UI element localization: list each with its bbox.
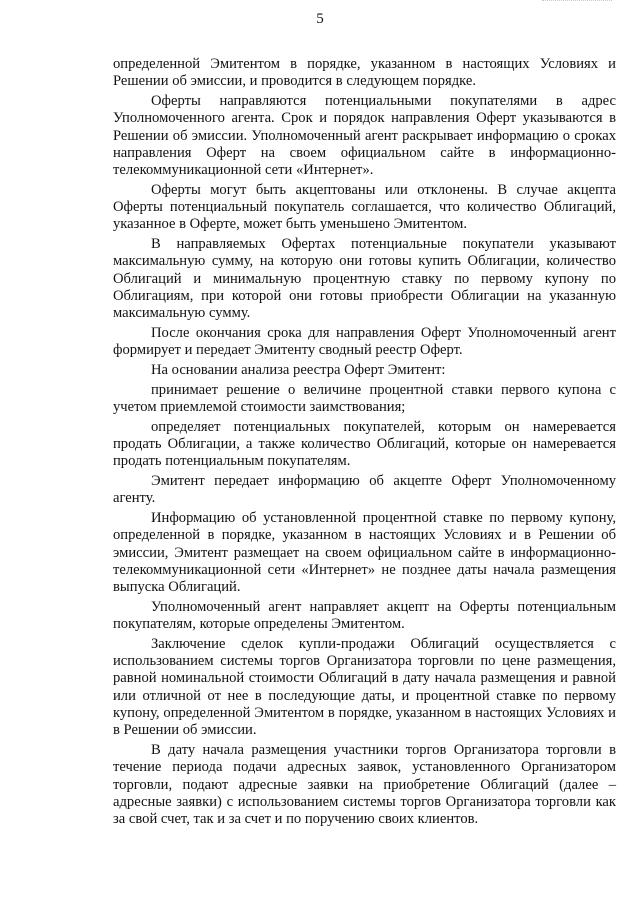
paragraph: определяет потенциальных покупателей, которым он намеревается продать Облигации, а также количество Облигаций, которые он намеревается продать потенциальным покупателям. [113, 418, 616, 470]
paragraph: Оферты могут быть акцептованы или отклонены. В случае акцепта Оферты потенциальный покупатель соглашается, что количество Облигаций, указанное в Оферте, может быть уменьшено Эмитентом. [113, 181, 616, 233]
paragraph: На основании анализа реестра Оферт Эмитент: [151, 362, 446, 378]
paragraph: Уполномоченный агент направляет акцепт на Оферты потенциальным покупателям, которые определены Эмитентом. [113, 598, 616, 633]
paragraph: После окончания срока для направления Оферт Уполномоченный агент формирует и передает Эмитенту сводный реестр Оферт. [113, 325, 616, 359]
paragraph: Заключение сделок купли-продажи Облигаций осуществляется с использованием системы торгов Организатора торговли по цене размещения, равной номинальной стоимости Облигаций в дату начала размещения и равной или отличной от нее в последующие даты, и процентной ставке по первому купону, определенной Эмитентом в порядке, указанном в настоящих Условиях и в Решении об эмиссии. [113, 635, 616, 739]
paragraph: Оферты направляются потенциальными покупателями в адрес Уполномоченного агента. Срок и порядок направления Оферт указываются в Решении об эмиссии. Уполномоченный агент раскрывает информацию о сроках направления Оферт на своем официальном сайте в информационно-телекоммуникационной сети «Интернет». [113, 92, 616, 179]
paragraph: Информацию об установленной процентной ставке по первому купону, определенной в порядке, указанном в настоящих Условиях и в Решении об эмиссии, Эмитент размещает на своем официальном сайте в информационно-телекоммуникационной сети «Интернет» не позднее даты начала размещения выпуска Облигаций. [113, 509, 616, 596]
document-body [113, 56, 616, 831]
page-number: 5 [316, 11, 324, 27]
paragraph: определенной Эмитентом в порядке, указанном в настоящих Условиях и Решении об эмиссии, и проводится в следующем порядке. [113, 56, 616, 90]
paragraph: В дату начала размещения участники торгов Организатора торговли в течение периода подачи адресных заявок, установленного Организатором торговли, подают адресные заявки на приобретение Облигаций (далее – адресные заявки) с использованием системы торгов Организатора торговли как за свой счет, так и за счет и по поручению своих клиентов. [113, 741, 616, 828]
paragraph: Эмитент передает информацию об акцепте Оферт Уполномоченному агенту. [113, 472, 616, 507]
paragraph: В направляемых Офертах потенциальные покупатели указывают максимальную сумму, на которую они готовы купить Облигации, количество Облигаций и минимальную процентную ставку по первому купону по Облигациям, при которой они готовы приобрести Облигации на указанную максимальную сумму. [113, 236, 616, 322]
scan-edge-mark [542, 0, 612, 4]
paragraph: принимает решение о величине процентной ставки первого купона с учетом приемлемой стоимости заимствования; [113, 381, 616, 415]
